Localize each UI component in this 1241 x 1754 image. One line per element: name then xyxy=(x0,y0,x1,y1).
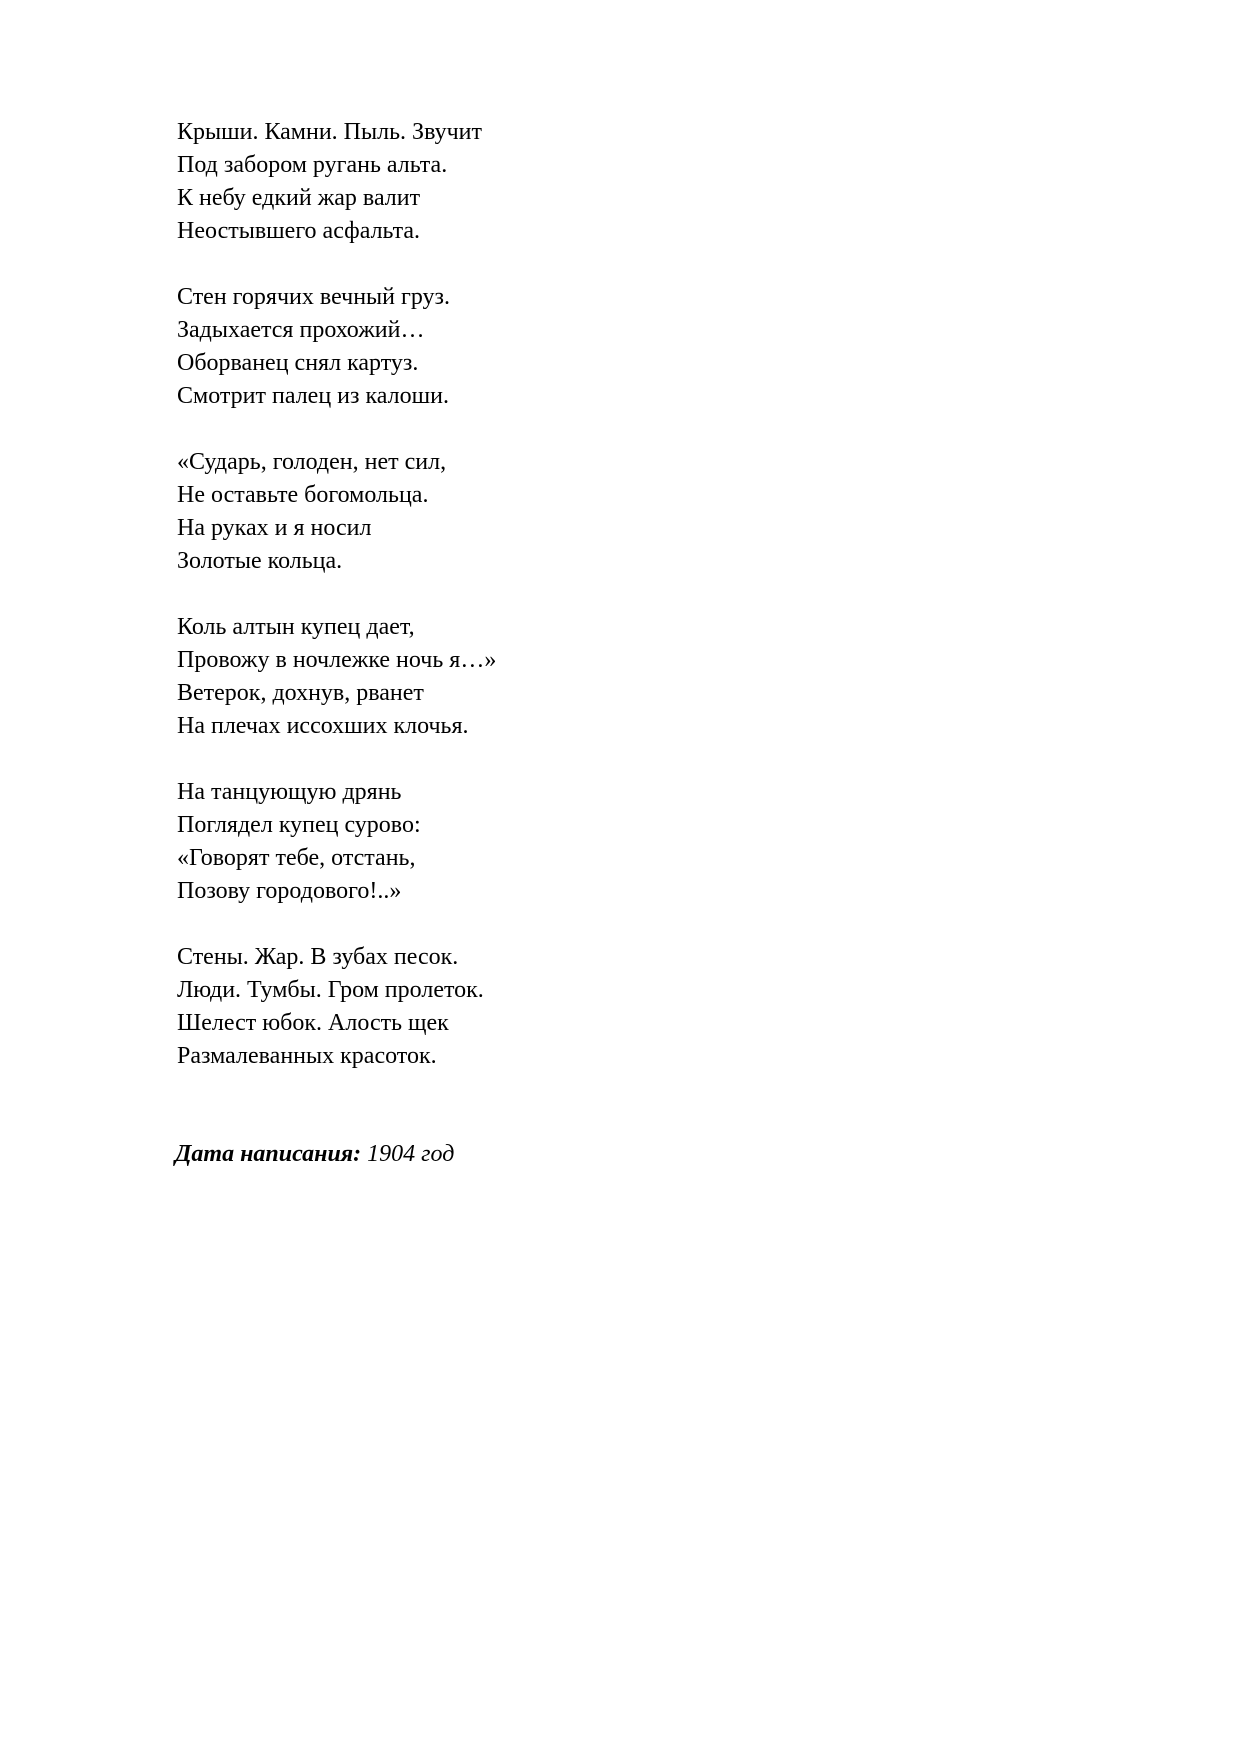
date-value: 1904 год xyxy=(361,1141,455,1167)
poem-line: Коль алтын купец дает, xyxy=(177,614,415,640)
poem-line: Люди. Тумбы. Гром пролеток. xyxy=(177,977,484,1003)
stanza xyxy=(177,446,1077,578)
poem-line: На танцующую дрянь xyxy=(177,779,402,805)
poem-line: Поглядел купец сурово: xyxy=(177,812,421,838)
poem-line: Шелест юбок. Алость щек xyxy=(177,1010,449,1036)
poem-line: «Сударь, голоден, нет сил, xyxy=(177,449,447,475)
date-of-writing xyxy=(175,1138,454,1171)
stanza xyxy=(177,776,1077,908)
poem-line: Не оставьте богомольца. xyxy=(177,482,429,508)
poem-line: Размалеванных красоток. xyxy=(177,1043,437,1069)
poem-line: Под забором ругань альта. xyxy=(177,152,448,178)
poem-line: Смотрит палец из калоши. xyxy=(177,383,449,409)
stanza xyxy=(177,611,1077,743)
poem-line: Крыши. Камни. Пыль. Звучит xyxy=(177,119,482,145)
date-label: Дата написания: xyxy=(175,1141,362,1167)
poem-line: Провожу в ночлежке ночь я…» xyxy=(177,647,497,673)
stanza xyxy=(177,116,1077,248)
poem-line: К небу едкий жар валит xyxy=(177,185,421,211)
stanza xyxy=(177,941,1077,1073)
poem-line: «Говорят тебе, отстань, xyxy=(177,845,416,871)
poem-line: Ветерок, дохнув, рванет xyxy=(177,680,424,706)
poem-line: Задыхается прохожий… xyxy=(177,317,425,343)
poem-line: На руках и я носил xyxy=(177,515,372,541)
stanza xyxy=(177,281,1077,413)
poem-line: Стен горячих вечный груз. xyxy=(177,284,451,310)
poem-line: Позову городового!..» xyxy=(177,878,402,904)
poem-line: Оборванец снял картуз. xyxy=(177,350,419,376)
poem-line: Стены. Жар. В зубах песок. xyxy=(177,944,459,970)
poem-line: Золотые кольца. xyxy=(177,548,343,574)
poem-line: Неостывшего асфальта. xyxy=(177,218,421,244)
poem xyxy=(177,116,1077,1106)
poem-line: На плечах иссохших клочья. xyxy=(177,713,469,739)
